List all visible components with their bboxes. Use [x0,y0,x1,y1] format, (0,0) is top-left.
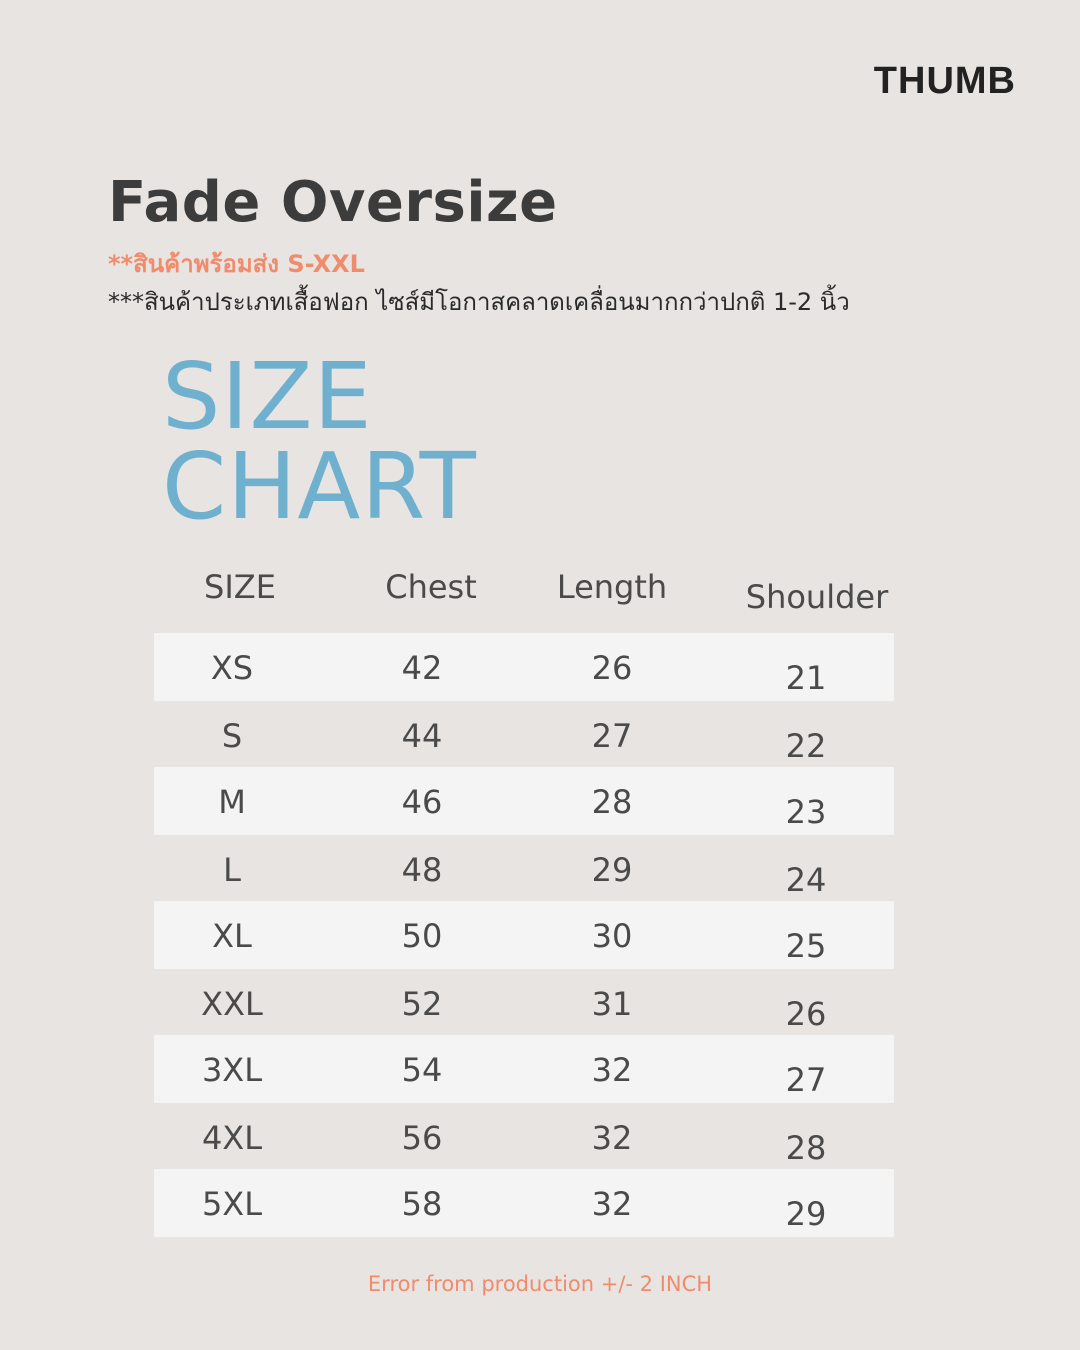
cell-size: XXL [201,985,263,1023]
table-row [154,701,894,767]
cell-chest: 54 [401,1051,443,1089]
cell-chest: 58 [401,1185,443,1223]
cell-length: 28 [591,783,633,821]
size-chart-heading [162,343,477,540]
cell-size: S [221,717,243,755]
header-chest: Chest [385,568,477,606]
cell-shoulder: 24 [785,861,827,899]
cell-shoulder: 26 [785,995,827,1033]
cell-shoulder: 29 [785,1195,827,1233]
cell-chest: 52 [401,985,443,1023]
cell-length: 29 [591,851,633,889]
table-row [154,969,894,1035]
table-row [154,1035,894,1103]
cell-length: 32 [591,1185,633,1223]
cell-size: 5XL [201,1185,263,1223]
table-row [154,1103,894,1169]
header-length: Length [556,568,668,606]
table-row [154,633,894,701]
cell-chest: 42 [401,649,443,687]
cell-shoulder: 21 [785,659,827,697]
cell-size: XL [212,917,252,955]
cell-size: XS [210,649,254,687]
cell-shoulder: 25 [785,927,827,965]
production-error-note: Error from production +/- 2 INCH [367,1272,713,1296]
disclaimer-note: ***สินค้าประเภทเสื้อฟอก ไซส์มีโอกาสคลาดเคลื่อนมากกว่าปกติ 1-2 นิ้ว [108,288,850,316]
header-shoulder: Shoulder [745,578,889,616]
cell-length: 32 [591,1119,633,1157]
cell-chest: 56 [401,1119,443,1157]
table-header [154,560,894,630]
cell-length: 27 [591,717,633,755]
cell-shoulder: 27 [785,1061,827,1099]
size-chart-heading-line2: CHART [162,433,477,540]
cell-size: 3XL [201,1051,263,1089]
ready-stock-note: **สินค้าพร้อมส่ง S-XXL [108,250,365,278]
cell-shoulder: 28 [785,1129,827,1167]
header-size: SIZE [204,568,276,606]
table-row [154,835,894,901]
cell-chest: 50 [401,917,443,955]
brand-logo: THUMB [873,60,1016,102]
table-row [154,1169,894,1237]
cell-length: 31 [591,985,633,1023]
cell-length: 26 [591,649,633,687]
cell-size: M [218,783,246,821]
cell-chest: 46 [401,783,443,821]
cell-chest: 48 [401,851,443,889]
table-row [154,901,894,969]
cell-length: 32 [591,1051,633,1089]
cell-size: L [223,851,241,889]
cell-length: 30 [591,917,633,955]
cell-shoulder: 23 [785,793,827,831]
page-title: Fade Oversize [108,170,558,235]
table-row [154,767,894,835]
size-chart-heading-line1: SIZE [162,343,373,450]
cell-chest: 44 [401,717,443,755]
cell-size: 4XL [201,1119,263,1157]
size-table [154,633,894,1237]
cell-shoulder: 22 [785,727,827,765]
